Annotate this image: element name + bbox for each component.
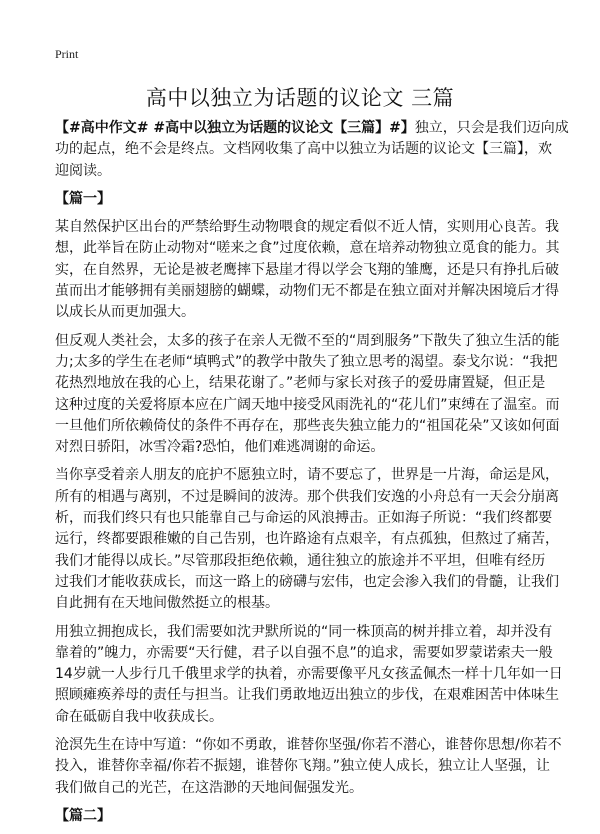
paragraph-line: 远行，终都要跟稚嫩的自己告别，也许路途有点艰辛，有点孤独，但熬过了痛苦， xyxy=(55,531,559,548)
paragraph-line: 这种过度的关爱将原本应在广阔天地中接受风雨洗礼的“花儿们”束缚在了温室。而 xyxy=(55,396,560,413)
intro-line: 功的起点，绝不会是终点。文档网收集了高中以独立为话题的议论文【三篇】，欢 xyxy=(55,141,552,158)
paragraph-line: 力;太多的学生在老师“填鸭式”的教学中散失了独立思考的渴望。泰戈尔说：“我把 xyxy=(55,353,558,370)
paragraph xyxy=(55,622,575,728)
paragraph-line: 照顾瘫痪养母的责任与担当。让我们勇敢地迈出独立的步伐，在艰难困苦中体味生 xyxy=(55,687,559,704)
print-link[interactable]: Print xyxy=(55,47,79,61)
section-heading: 【篇二】 xyxy=(55,807,111,824)
intro-line xyxy=(55,118,575,139)
paragraph-line: 实，在自然界，无论是被老鹰摔下悬崖才得以学会飞翔的雏鹰，还是只有挣扎后破 xyxy=(55,261,559,278)
paragraph-line: 14岁就一人步行几千俄里求学的执着，亦需要像平凡女孩孟佩杰一样十几年如一日 xyxy=(55,666,563,683)
paragraph-line: 一旦他们所依赖倚仗的条件不再存在，那些丧失独立能力的“祖国花朵”又该如何面 xyxy=(55,417,560,434)
paragraph-line: 当你享受着亲人朋友的庇护不愿独立时，请不要忘了，世界是一片海，命运是风， xyxy=(55,467,559,484)
paragraph-line: 对烈日骄阳，冰雪冷霜?恐怕，他们难逃凋谢的命运。 xyxy=(55,439,385,456)
paragraph-line: 我们才能得以成长。”尽管那段拒绝依赖，通往独立的旅途并不平坦，但唯有经历 xyxy=(55,552,546,569)
paragraph-line: 自此拥有在天地间傲然挺立的根基。 xyxy=(55,595,279,612)
document-title: 高中以独立为话题的议论文 三篇 xyxy=(145,86,455,110)
intro-paragraph xyxy=(55,118,575,182)
paragraph-line: 投入，谁替你幸福/你若不振翅，谁替你飞翔。”独立使人成长，独立让人坚强，让 xyxy=(55,758,550,775)
paragraph-line: 所有的相遇与离别，不过是瞬间的波涛。那个供我们安逸的小舟总有一天会分崩离 xyxy=(55,488,559,505)
paragraph-line: 沧溟先生在诗中写道：“你如不勇敢，谁替你坚强/你若不潜心，谁替你思想/你若不 xyxy=(55,737,562,754)
paragraph-line: 某自然保护区出台的严禁给野生动物喂食的规定看似不近人情，实则用心良苦。我 xyxy=(55,219,559,236)
paragraph xyxy=(55,331,575,459)
paragraph-line: 命在砥砺自我中收获成长。 xyxy=(55,708,223,725)
paragraph-line: 但反观人类社会，太多的孩子在亲人无微不至的“周到服务”下散失了独立生活的能 xyxy=(55,332,560,349)
intro-tags: 【#高中作文# #高中以独立为话题的议论文【三篇】#】 xyxy=(55,120,415,136)
paragraph-line: 我们做自己的光芒，在这浩渺的天地间倔强发光。 xyxy=(55,779,363,796)
paragraph-line: 想，此举旨在防止动物对“嗟来之食”过度依赖，意在培养动物独立觅食的能力。其 xyxy=(55,240,560,257)
paragraph-line: 用独立拥抱成长，我们需要如沈尹默所说的“同一株顶高的树并排立着，却并没有 xyxy=(55,623,553,640)
paragraph xyxy=(55,217,575,323)
paragraph xyxy=(55,735,575,799)
paragraph-line: 靠着的”魄力，亦需要“天行健，君子以自强不息”的追求，需要如罗蒙诺索夫一般 xyxy=(55,644,553,661)
paragraph-line: 过我们才能收获成长，而这一路上的磅礴与宏伟，也定会渗入我们的骨髓，让我们 xyxy=(55,573,559,590)
intro-text: 独立，只会是我们迈向成 xyxy=(414,120,569,136)
paragraph xyxy=(55,465,575,614)
paragraph-line: 茧而出才能够拥有美丽翅膀的蝴蝶，动物们无不都是在独立面对并解决困境后才得 xyxy=(55,283,559,300)
section-heading: 【篇一】 xyxy=(55,190,111,207)
sections xyxy=(55,189,575,827)
paragraph-line: 以成长从而更加强大。 xyxy=(55,304,195,321)
paragraph-line: 析，而我们终只有也只能靠自己与命运的风浪搏击。正如海子所说：“我们终都要 xyxy=(55,510,553,527)
intro-line: 迎阅读。 xyxy=(55,162,111,179)
paragraph-line: 花热烈地放在我的心上，结果花谢了。”老师与家长对孩子的爱毋庸置疑，但正是 xyxy=(55,375,546,392)
document-body xyxy=(55,118,575,834)
